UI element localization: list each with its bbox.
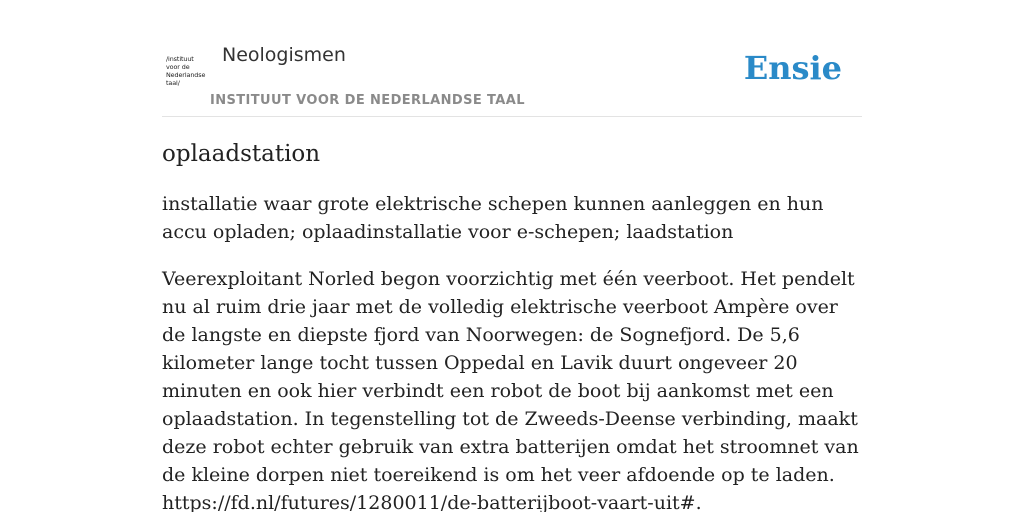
logo-line: taal/ bbox=[166, 79, 180, 87]
entry-term: oplaadstation bbox=[162, 141, 321, 167]
site-header bbox=[162, 0, 862, 117]
ensie-logo[interactable]: Ensie bbox=[743, 49, 842, 87]
institute-logo[interactable] bbox=[166, 55, 210, 87]
institute-name: INSTITUUT VOOR DE NEDERLANDSE TAAL bbox=[210, 93, 525, 108]
entry-quote bbox=[162, 265, 862, 512]
entry-definition: installatie waar grote elektrische schepen kunnen aanleggen en hun accu opladen; oplaadinstallatie voor e-schepen; laadstation bbox=[162, 193, 824, 243]
source-link[interactable]: https://fd.nl/futures/1280011/de-batterijboot-vaart-uit#. bbox=[162, 492, 702, 512]
logo-line: /instituut bbox=[166, 55, 194, 63]
quote-text: Veerexploitant Norled begon voorzichtig met één veerboot. Het pendelt nu al ruim drie jaar met de volledig elektrische veerboot Ampère over de langste en diepste fjord van Noorwegen: de Sognefjord. De 5,6 kilometer lange tocht tussen Oppedal en Lavik duurt ongeveer 20 minuten en ook hier verbindt een robot de boot bij aankomst met een oplaadstation. In tegenstelling tot de Zweeds-Deense verbinding, maakt deze robot echter gebruik van extra batterijen omdat het stroomnet van de kleine dorpen niet toereikend is om het veer afdoende op te laden. bbox=[162, 268, 859, 486]
logo-line: voor de bbox=[166, 63, 190, 71]
collection-title[interactable]: Neologismen bbox=[222, 44, 346, 66]
logo-line: Nederlandse bbox=[166, 71, 206, 79]
entry-content bbox=[162, 138, 862, 512]
